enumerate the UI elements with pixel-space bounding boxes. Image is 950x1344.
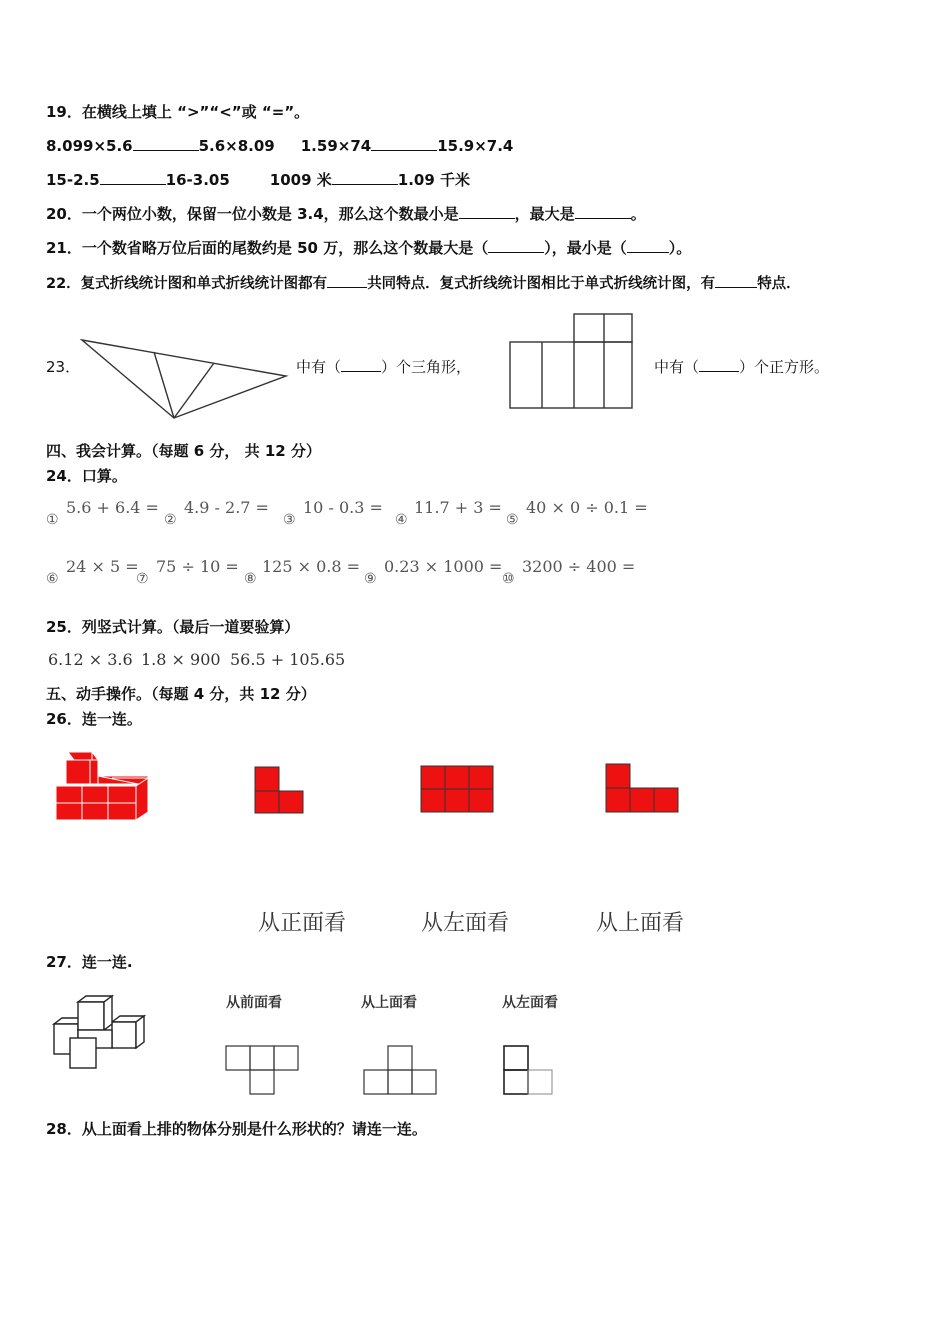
q27-title: 27．连一连. (46, 953, 133, 971)
q19-r2-d: 1.09 千米 (397, 171, 470, 189)
q24-expr10: 3200 ÷ 400 = (522, 557, 636, 576)
q26-shape-rect (419, 764, 495, 814)
q19-r1-b: 5.6×8.09 (198, 137, 275, 155)
q23-blank-2[interactable] (699, 357, 739, 372)
square-figure (508, 312, 636, 410)
q25-item3: 56.5 + 105.65 (230, 650, 346, 669)
q21-blank-1[interactable] (488, 238, 544, 253)
q21-text-b: ），最小是（ (544, 239, 627, 257)
q22-text-b: 共同特点．复式折线统计图相比于单式折线统计图，有 (367, 276, 716, 292)
q20 (46, 204, 646, 224)
q23-triangle-text (296, 357, 471, 377)
q26-view-left: 从左面看 (421, 911, 510, 936)
q24-expr2: 4.9 - 2.7 = (184, 498, 269, 517)
q22-text-a: 22．复式折线统计图和单式折线统计图都有 (46, 276, 328, 292)
q24-expr8: 125 × 0.8 = (262, 557, 361, 576)
section4-title: 四、我会计算。（每题 6 分， 共 12 分） (46, 442, 321, 460)
q24-n7: ⑦ (136, 571, 149, 587)
q19-r1-c: 1.59×74 (300, 137, 372, 155)
q24-n10: ⑩ (502, 571, 515, 587)
q19-blank-2[interactable] (371, 136, 437, 151)
q24-n9: ⑨ (364, 571, 377, 587)
q20-blank-2[interactable] (575, 204, 631, 219)
q27-shape-top (362, 1044, 440, 1096)
q24-n3: ③ (283, 512, 296, 528)
q20-text-b: ，最大是 (514, 205, 575, 223)
q23-sq-text-a: 中有（ (654, 358, 700, 376)
q22-text-c: 特点． (757, 276, 801, 292)
q26-shape-l (253, 765, 305, 815)
q22 (46, 273, 801, 294)
q23-square-text (654, 357, 829, 377)
q27-shape-left (502, 1044, 556, 1098)
q24-expr6: 24 × 5 = (66, 557, 139, 576)
q19-r2-a: 15-2.5 (46, 171, 100, 189)
q24-n8: ⑧ (244, 571, 257, 587)
q23-tri-text-a: 中有（ (296, 358, 342, 376)
q23-sq-text-b: ）个正方形。 (739, 358, 830, 376)
q22-blank-1[interactable] (327, 273, 367, 288)
q24-n5: ⑤ (506, 512, 519, 528)
q24-n6: ⑥ (46, 571, 59, 587)
q24-expr7: 75 ÷ 10 = (156, 557, 239, 576)
q24-expr4: 11.7 + 3 = (414, 498, 502, 517)
q24-n1: ① (46, 512, 59, 528)
q27-view-left: 从左面看 (502, 995, 558, 1011)
q19-r2-c: 1009 米 (269, 171, 332, 189)
q23-blank-1[interactable] (341, 357, 381, 372)
q21-blank-2[interactable] (627, 238, 669, 253)
q19-r1-a: 8.099×5.6 (46, 137, 133, 155)
q26-view-top: 从上面看 (596, 911, 685, 936)
q24-expr5: 40 × 0 ÷ 0.1 = (526, 498, 648, 517)
q22-blank-2[interactable] (715, 273, 757, 288)
section5-title: 五、动手操作。（每题 4 分，共 12 分） (46, 685, 316, 703)
q27-view-top: 从上面看 (361, 995, 417, 1011)
q19-title: 19．在横线上填上 “>”“<”或 “=”。 (46, 103, 310, 121)
q27-3d-figure (50, 994, 150, 1070)
q28-title: 28．从上面看上排的物体分别是什么形状的？请连一连。 (46, 1120, 427, 1138)
q24-expr3: 10 - 0.3 = (303, 498, 383, 517)
q25-item2: 1.8 × 900 (141, 650, 221, 669)
q19-blank-4[interactable] (332, 170, 398, 185)
q24-n4: ④ (395, 512, 408, 528)
q21-text-a: 21．一个数省略万位后面的尾数约是 50 万，那么这个数最大是（ (46, 239, 489, 257)
q26-cube-stack (52, 750, 152, 824)
q19-blank-1[interactable] (133, 136, 199, 151)
q21-text-c: ）。 (668, 239, 692, 257)
q20-text-c: 。 (630, 205, 646, 223)
q27-shape-front (224, 1044, 300, 1096)
q24-expr9: 0.23 × 1000 = (384, 557, 503, 576)
q20-blank-1[interactable] (459, 204, 515, 219)
q26-view-front: 从正面看 (258, 911, 347, 936)
q24-expr1: 5.6 + 6.4 = (66, 498, 159, 517)
q23-number: 23． (46, 358, 81, 376)
q23-tri-text-b: ）个三角形， (381, 358, 472, 376)
q19-row1 (46, 136, 513, 156)
triangle-figure (78, 336, 290, 420)
q19-row2 (46, 170, 470, 190)
q20-text-a: 20．一个两位小数，保留一位小数是 3.4，那么这个数最小是 (46, 205, 459, 223)
q27-view-front: 从前面看 (226, 995, 282, 1011)
q19-r2-b: 16-3.05 (165, 171, 230, 189)
q25-item1: 6.12 × 3.6 (48, 650, 133, 669)
q26-shape-l-long (604, 762, 682, 814)
q19-r1-d: 15.9×7.4 (437, 137, 514, 155)
q21 (46, 238, 691, 258)
q26-title: 26．连一连。 (46, 710, 142, 728)
q24-title: 24．口算。 (46, 467, 127, 485)
q24-n2: ② (164, 512, 177, 528)
q25-title: 25．列竖式计算。（最后一道要验算） (46, 618, 300, 636)
q19-blank-3[interactable] (100, 170, 166, 185)
